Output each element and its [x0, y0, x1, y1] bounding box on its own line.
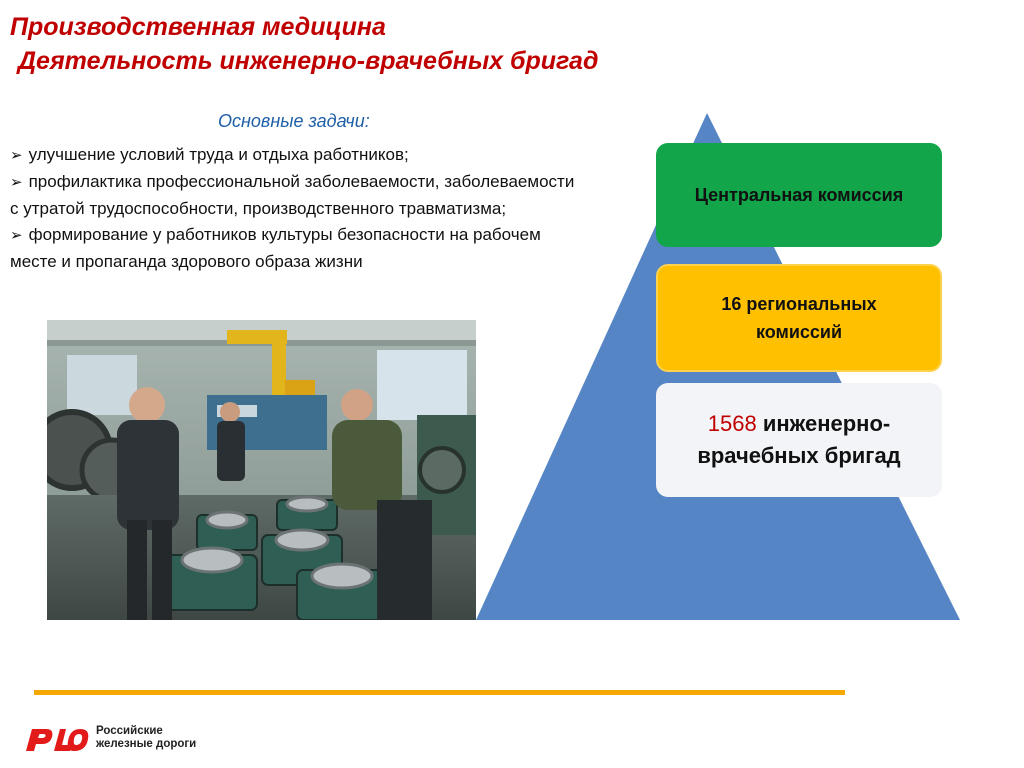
- brigades-label: инженерно-врачебных бригад: [697, 411, 901, 468]
- title-line-1: Производственная медицина: [10, 13, 386, 41]
- pyramid-level-regional: 16 региональных комиссий: [656, 264, 942, 372]
- arrow-bullet-icon: ➢: [10, 147, 23, 164]
- tasks-heading: Основные задачи:: [218, 111, 370, 131]
- arrow-bullet-icon: ➢: [10, 174, 23, 191]
- task-item: ➢ улучшение условий труда и отдыха работников;: [10, 145, 409, 164]
- title-line-2: Деятельность инженерно-врачебных бригад: [18, 47, 599, 75]
- pyramid-level-brigades: [656, 383, 942, 497]
- logo-text: Российские железные дороги: [96, 725, 197, 750]
- rzd-logo: [24, 718, 214, 758]
- footer-divider: [34, 690, 845, 695]
- brigades-count: 1568: [707, 411, 757, 436]
- task-item: ➢ профилактика профессиональной заболеваемости, заболеваемости с утратой трудоспособности, производственного травматизма;: [10, 172, 575, 218]
- task-item: ➢ формирование у работников культуры безопасности на рабочем месте и пропаганда здорового образа жизни: [10, 225, 541, 271]
- arrow-bullet-icon: ➢: [10, 227, 23, 244]
- pyramid-level-central: Центральная комиссия: [656, 143, 942, 247]
- rzd-logo-icon: [24, 723, 90, 753]
